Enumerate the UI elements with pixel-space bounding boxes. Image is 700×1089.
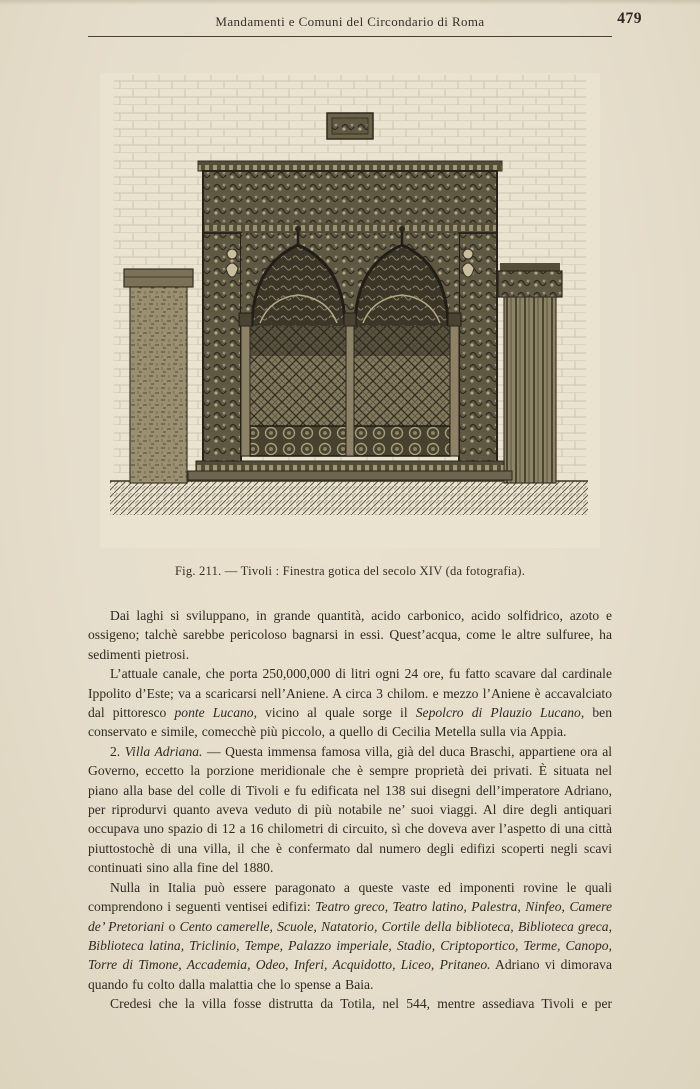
figure-gothic-window (100, 73, 600, 579)
running-title: Mandamenti e Comuni del Circondario di Roma (215, 14, 485, 29)
text-run: L’attuale canale, che porta 250,000,000 di litri ogni 24 ore, fu fatto scavare dal cardinale Ippolito d’Este; va a scaricarsi nell’Aniene. A circa 3 chilom. e mezzo l’Aniene è accavalciato dal pittoresco (88, 666, 612, 721)
page-number: 479 (617, 10, 642, 27)
page-header (88, 0, 642, 37)
text-run: , ben conservato e simile, comecchè più piccolo, a quello di Cecilia Metella sulla via Appia. (88, 705, 612, 740)
italic-text: Villa Adriana. (124, 743, 203, 759)
italic-text: Sepolcro di Plauzio Lucano (415, 705, 581, 721)
text-run: Credesi che la villa fosse distrutta da Totila, nel 544, mentre assediava Tivoli e per (110, 996, 612, 1012)
text-run: 2. (110, 743, 125, 759)
paragraph-totila (88, 994, 612, 1013)
left-pilaster (124, 269, 193, 483)
text-run: o (164, 918, 180, 934)
gothic-window-engraving-image (100, 73, 600, 548)
text-run: Nulla in Italia può essere paragonato a queste vaste ed imponenti rovine le quali comprendono i seguenti ventisei edifizi: (88, 879, 612, 915)
text-run: , vicino al quale sorge il (253, 705, 416, 721)
body-text (88, 606, 612, 1014)
window-sill (188, 461, 512, 480)
text-run: Dai laghi si sviluppano, in grande quantità, acido carbonico, acido solfidrico, azoto e ossigeno; talchè sarebbe pericoloso bagnarsi in essi. Quest’acqua, come le altre sulfuree, ha sedimenti pietrosi. (88, 608, 612, 662)
paragraph-villa-adriana (88, 742, 612, 878)
paragraph-edifices-list (88, 878, 612, 994)
text-run: Adriano vi dimorava quando fu colto dalla malattia che lo spense a Baia. (88, 957, 612, 992)
italic-text: ponte Lucano (174, 705, 254, 721)
wall-plaque (327, 113, 373, 139)
text-run: — Questa immensa famosa villa, già del duca Braschi, appartiene ora al Governo, eccetto la porzione meridionale che è sempre proprietà dei privati. È situata nel piano alla base del colle di Tivoli e fu edificata nel 138 sui disegni dell’imperatore Adriano, per riprodurvi quanto aveva veduto di più notabile ne’ suoi viaggi. Al dire degli antiquari occupava uno spazio di 12 a 16 chilometri di circuito, sì che doveva aver l’aspetto di una città piuttostochè di una villa, il che è confermato dal numero degli edifizi scoperti negli scavi continuati sino alla fine del 1880. (88, 743, 613, 876)
header-rule (88, 36, 612, 37)
italic-text: Cento camerelle, Scuole, Natatorio, Cortile della biblioteca, Biblioteca greca, Biblioteca latina, Triclinio, Tempe, Palazzo imperiale, Stadio, Criptoportico, Terme, Canopo, Torre di Timone, Accademia, Odeo, Inferi, Acquidotto, Liceo, Pritaneo. (88, 918, 612, 973)
paragraph-canal (88, 664, 612, 742)
paragraph-lakes (88, 606, 612, 664)
right-column (498, 263, 562, 483)
figure-caption: Fig. 211. — Tivoli : Finestra gotica del secolo XIV (da fotografia). (174, 564, 526, 578)
ground-hatching (110, 481, 588, 515)
italic-text: Teatro greco, Teatro latino, Palestra, Ninfeo, Camere de’ Pretoriani (88, 899, 612, 934)
